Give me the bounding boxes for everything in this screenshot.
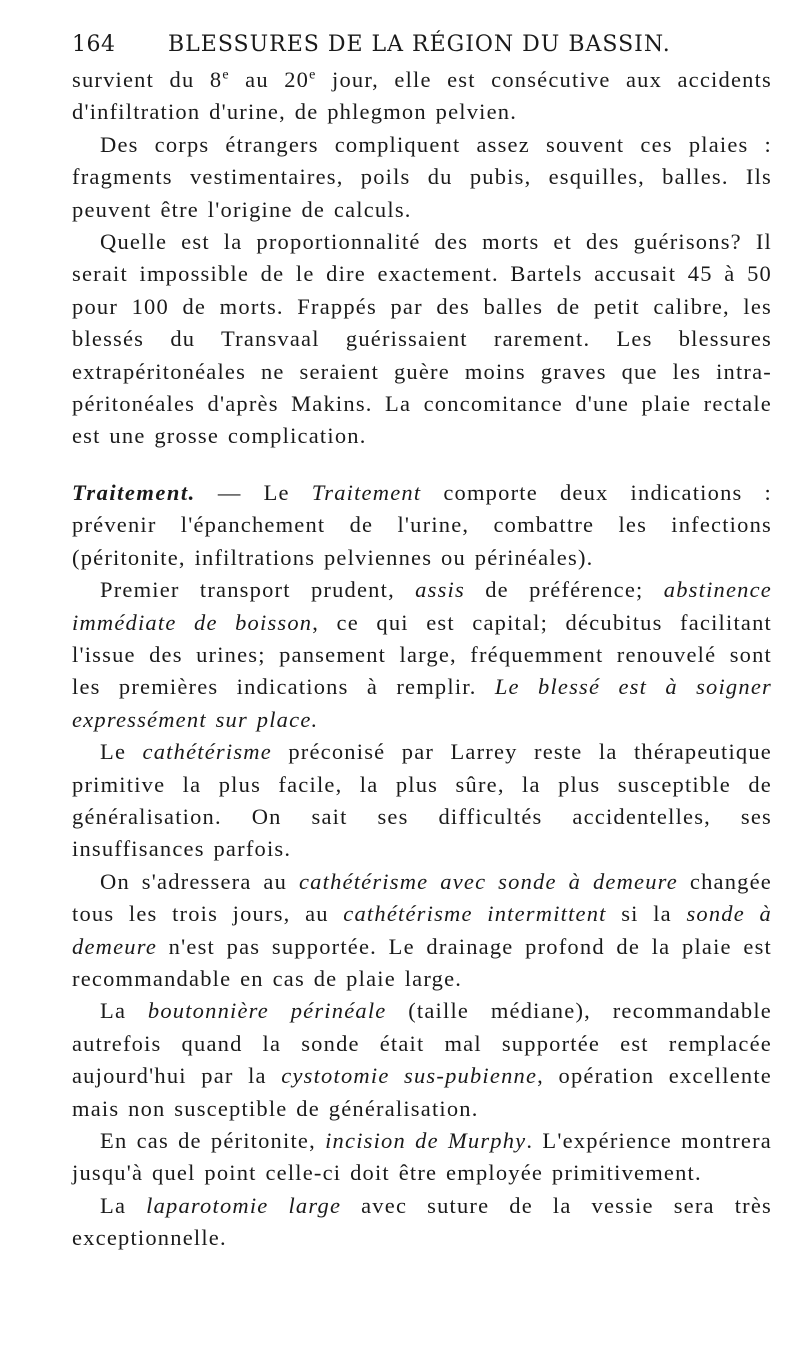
page-header [72, 20, 772, 64]
text-run: Premier transport prudent, [100, 577, 416, 603]
paragraph-treatment [72, 477, 772, 574]
italic-term: cystotomie sus-pubienne [281, 1063, 538, 1089]
text-run: de préférence; [464, 577, 664, 603]
paragraph-3: Quelle est la proportionnalité des morts et des guérisons? Il serait impossible de le dire exactement. Bartels accusait 45 à 50 pour 100 de morts. Frappés par des balles de petit calibre, les blessés du Transvaal guérissaient rarement. Les blessures extrapéritonéales ne seraient guère moins graves que les intra-péritonéales d'après Makins. La concomitance d'une plaie rectale est une grosse complication. [72, 229, 772, 449]
italic-term: cathétérisme intermittent [343, 901, 607, 927]
italic-term: abstinence immédiate de boisson [72, 577, 772, 635]
paragraph-1 [72, 64, 772, 129]
text-run: (taille médiane), recommandable autrefois quand la sonde était mal supportée est remplacée aujourd'hui par la [72, 998, 772, 1089]
italic-term: cathétérisme [142, 739, 272, 765]
paragraph-8 [72, 995, 772, 1125]
text-run: survient du 8 [72, 67, 223, 92]
paragraph-10 [72, 1190, 772, 1255]
superscript: e [222, 67, 230, 83]
section-heading: Traitement. [72, 479, 196, 505]
italic-term: cathétérisme avec sonde à demeure [298, 868, 678, 894]
italic-term: Le blessé est à soigner expressément sur place. [72, 674, 772, 732]
italic-term: sonde à demeure [72, 901, 772, 959]
paragraph-9 [72, 1125, 772, 1190]
body-text [72, 64, 772, 1255]
text-run: n'est pas supportée. Le drainage profond de la plaie est recommandable en cas de plaie large. [72, 933, 772, 991]
text-run: avec suture de la vessie sera très exceptionnelle. [72, 1192, 772, 1251]
paragraph-2: Des corps étrangers compliquent assez souvent ces plaies : fragments vestimentaires, poils du pubis, esquilles, balles. Ils peuvent être l'origine de calculs. [72, 131, 772, 222]
italic-term: Traitement [311, 479, 422, 505]
text-run: , ce qui est capital; décubitus facilitant l'issue des urines; pansement large, fréquemment renouvelé sont les premières indications à remplir. [72, 609, 772, 700]
paragraph-6 [72, 736, 772, 866]
text-run: Le [100, 739, 143, 765]
running-title: BLESSURES DE LA RÉGION DU BASSIN. [168, 32, 671, 57]
text-run: . L'expérience montrera jusqu'à quel point celle-ci doit être employée primitivement. [72, 1128, 772, 1186]
italic-term: boutonnière périnéale [147, 998, 387, 1024]
italic-term: assis [415, 577, 465, 603]
text-run: On s'adressera au [100, 868, 299, 894]
text-run: préconisé par Larrey reste la thérapeutique primitive la plus facile, la plus sûre, la plus susceptible de généralisation. On sait ses difficultés accidentelles, ses insuffisances parfois. [72, 739, 772, 862]
text-run: La [100, 1192, 147, 1218]
text-run: changée tous les trois jours, au [72, 868, 772, 927]
text-run: , opération excellente mais non susceptible de généralisation. [72, 1063, 772, 1121]
text-run: au 20 [229, 67, 310, 92]
paragraph-7 [72, 866, 772, 996]
page-number: 164 [72, 32, 116, 57]
text-run: La [100, 998, 148, 1024]
paragraph-5 [72, 574, 772, 736]
text-run: jour, elle est consécutive aux accidents d'infiltration d'urine, de phlegmon pelvien. [72, 67, 772, 125]
italic-term: laparotomie large [146, 1192, 342, 1218]
text-run: comporte deux indications : prévenir l'épanchement de l'urine, combattre les infections (péritonite, infiltrations pelviennes ou périnéales). [72, 479, 772, 570]
italic-term: incision de Murphy [325, 1128, 527, 1153]
text-run: si la [606, 901, 687, 927]
text-run: — Le [195, 479, 312, 505]
text-run: En cas de péritonite, [100, 1128, 326, 1153]
superscript: e [309, 67, 317, 83]
